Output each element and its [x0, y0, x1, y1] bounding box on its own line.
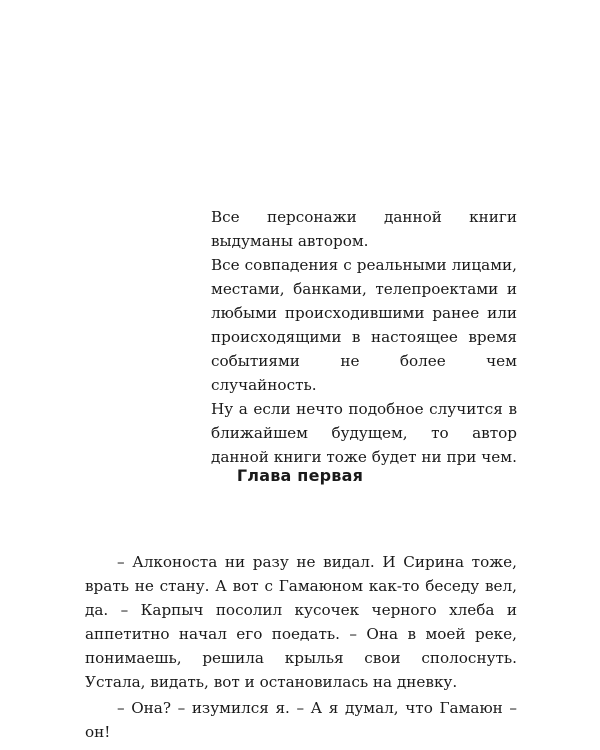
disclaimer-paragraph: Все персонажи данной книги выдуманы автором.	[211, 208, 517, 250]
story-paragraph: – Алконоста ни разу не видал. И Сирина тоже, врать не стану. А вот с Гамаюном как-то беседу вел, да. – Карпыч посолил кусочек черного хлеба и аппетитно начал его поедать. – Она в моей реке, понимаешь, решила крылья свои сполоснуть. Устала, видать, вот и остановилась на дневку.	[85, 553, 517, 691]
chapter-title: Глава первая	[236, 466, 364, 485]
disclaimer-paragraph: Ну а если нечто подобное случится в ближайшем будущем, то автор данной книги тоже будет ни при чем.	[211, 400, 517, 466]
disclaimer-paragraph: Все совпадения с реальными лицами, местами, банками, телепроектами и любыми происходившими ранее или происходящими в настоящее время событиями не более чем случайность.	[211, 256, 517, 394]
story-paragraph: – Она? – изумился я. – А я думал, что Гамаюн – он!	[85, 699, 517, 741]
story-text	[85, 550, 517, 744]
disclaimer-block	[211, 205, 517, 469]
